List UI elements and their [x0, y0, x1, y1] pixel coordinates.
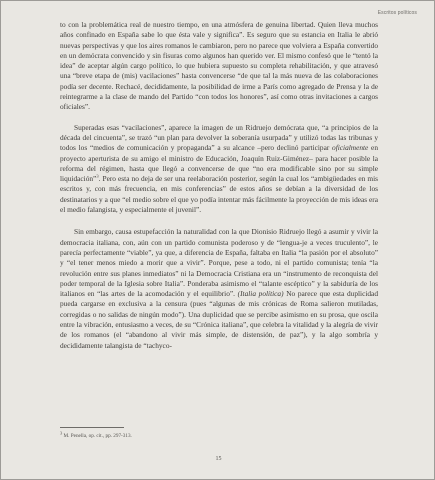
page-number: 15: [215, 456, 222, 462]
text-run: No parece que esta duplicidad pueda cargarse en exclusiva a la censura (pues “algunas de mis crónicas de Roma salieron mutiladas, corregidas o no salidas de ningún modo”). Una duplicidad que se percibe asimismo en su prosa, que oscila entre la vibración, entusiasmo a veces, de su “Crónica italiana”, que celebra la vitalidad y la alegría de vivir de los romanos (el “abandono al vivir más simple, de distensión, de paz”), y la algo sombría y decididamente talangista de “tachyco-: [60, 289, 378, 350]
footnote-reference: 3: [96, 173, 99, 179]
italic-text: oficialmente: [332, 143, 369, 153]
italic-text: (Italia política): [237, 289, 284, 299]
running-head: Escritos políticos: [377, 10, 417, 16]
footnote-rule: [60, 427, 124, 428]
paragraph-2: [60, 123, 378, 216]
text-run: en proyecto aperturista de su amigo el ministro de Educación, Joaquín Ruiz-Giménez– para hacer posible la reforma del régimen, hasta que llegó a convencerse de que “no era modificable sino por su simple liquidación”: [60, 143, 378, 184]
text-run: Sin embargo, causa estupefacción la naturalidad con la que Dionisio Ridruejo llegó a asumir y vivir la democracia italiana, con, aún con un partido comunista poderoso y de “lengua-je a veces truculento”, le parecía perfectamente “viable”, ya que, a diferencia de España, faltaba en Italia “la pasión por el absoluto” y “el tener menos miedo a morir que a vivir”. Porque, pese a todo, ni el partido comunista; tenía “la revolución entre sus planes inmediatos” ni la Democracia Cristiana era un “instrumento de reconquista del poder temporal de la Iglesia sobre Italia”. Ponderaba asimismo el “talante escéptico” y la sabiduría de los italianos en “las artes de la acomodación y el equilibrio”.: [60, 227, 378, 299]
paragraph-1: [60, 20, 378, 113]
text-run: . Pero esta no deja de ser una reelaboración posterior, según la cual los “ambigüedades en mis escritos y, con más frecuencia, en mis conferencias” de estos años se debían a la diversidad de los destinatarios y a que “el medio sobre el que yo podía intentar más fácilmente la proyección de mis ideas era el medio falangista, y especialmente el juvenil”.: [60, 174, 378, 215]
footnote: [60, 430, 132, 439]
body-text: [60, 20, 378, 351]
text-run: Superadas esas “vacilaciones”, aparece la imagen de un Ridruejo demócrata que, “a principios de la década del cincuenta”, se trazó “un plan para devolver la soberanía usurpada” y utilizó todas las tribunas y todos los “medios de comunicación y propaganda” a su alcance –pero declinó participar: [60, 122, 378, 153]
text-run: to con la problemática real de nuestro tiempo, en una atmósfera de genuina libertad. Quien lleva muchos años confinado en España sabe lo que ésta vale y significa”. Es seguro que su estancia en Italia le abrió nuevas perspectivas y que los aires romanos le cambiaron, pero no parece que volviera a España convertido en un demócrata convencido y sin fisuras como algunos han querido ver. El mismo confesó que le “tentó la idea” de aceptar algún cargo político, lo que hubiera supuesto su completa rehabilitación, y que atravesó una “breve etapa de (mis) vacilaciones” hasta convencerse “de que tal la más nueva de las colaboraciones podía ser decente. Rechacé, decididamente, la posibilidad de irme a París como agregado de Prensa y la de reintegrarme a la clase de mando del Partido “con todos los honores”, así como otras invitaciones a cargos oficiales”.: [60, 20, 378, 112]
footnote-marker: 3: [60, 430, 63, 436]
paragraph-3: [60, 227, 378, 351]
footnote-text: M. Penella, op. cit., pp. 297-313.: [63, 433, 132, 439]
